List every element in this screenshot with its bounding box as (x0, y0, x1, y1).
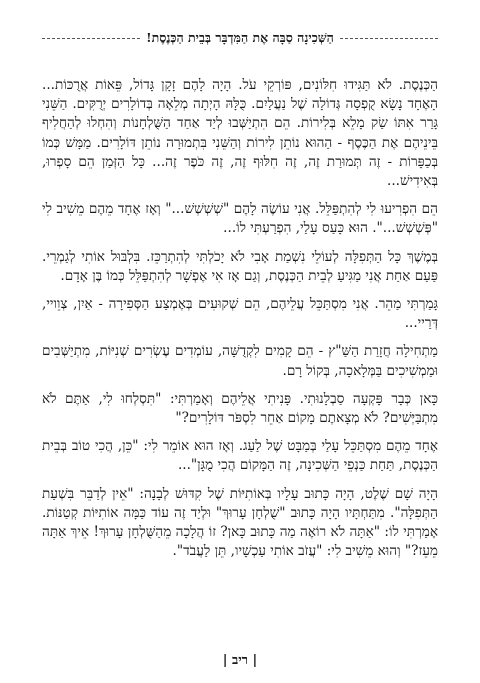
paragraph: בְּמֶשֶׁךְ כָּל הַתְּפִלָּה לְעוֹלֵי נִשְׁמַת אָבִי לֹא יָכֹלְתִּי לְהִתְרַכֵּז. בִּלְבּוּל אוֹתִי לְגַמְרֵי. פַּעַם אַחַת אֲנִי מַגִּיעַ לְבֵית הַכְּנֶסֶת, וְגַם אָז אִי אֶפְשָׁר לְהִתְפַּלֵּל כְּמוֹ בֶּן אָדָם. (42, 248, 438, 284)
header-title: הַשְּׁכִינָה סַבָּה אֶת הַמִּדְבָּר בְּבֵית הַכְּנֶסֶת! (146, 30, 334, 45)
paragraph: גָּמַרְתִּי מַהֵר. אֲנִי מִסְתַּכֵּל עֲלֵיהֶם, הֵם שְׁקוּעִים בְּאֶמְצַע הַסְּפִירָה - אַיִן, צְוֵויי, דְּרַיי... (42, 296, 438, 332)
paragraph: כָּאן כְּבָר פָּקְעָה סַבְלָנוּתִי. פָּנִיתִי אֲלֵיהֶם וְאָמַרְתִּי: "תִּסְלְחוּ לִי, אַתֶּם לֹא מִתְבַּיְּשִׁים? לֹא מְצָאתֶם מָקוֹם אַחֵר לִסְפֹּר דּוֹלָרִים?" (42, 390, 438, 427)
paragraph: הַכְּנֶסֶת. לֹא תַּגִּידוּ חִלּוֹנִים, פּוֹרְקֵי עֹל. הָיָה לָהֶם זָקָן גָּדוֹל, פֵּאוֹת אֲרֻכּוֹת... הָאֶחָד נָשָׂא קֻפְסָה גְּדוֹלָה שֶׁל נַעֲלַיִם. כֻּלָּהּ הָיְתָה מְלֵאָה בְּדוֹלָרִים יְרֻקִּים. הַשֵּׁנִי גָּרַר אִתּוֹ שַׂק מָלֵא בְּלִירוֹת. הֵם הִתְיַשְּׁבוּ לְיַד אַחַד הַשֻּׁלְחָנוֹת וְהִחְלוּ לְהַחֲלִיף בֵּינֵיהֶם אֶת הַכֶּסֶף - הַהוּא נוֹתֵן לִירוֹת וְהַשֵּׁנִי בִּתְמוּרָה נוֹתֵן דּוֹלָרִים. מַמָּשׁ כְּמוֹ בְּכַפָּרוֹת - זֶה תְּמוּרַת זֶה, זֶה חִלּוּף זֶה, זֶה כֹּפֶר זֶה... כָּל הַזְּמַן הֵם סָפְרוּ, בְּאִידִישׁ... (42, 77, 438, 190)
paragraph: מַתְחִילָה חֲזָרַת הַשַּׁ"ץ - הֵם קָמִים לִקְדֻשָּׁה, עוֹמְדִים עֶשְׂרִים שְׁנִיּוֹת, מִתְיַשְּׁבִים וּמַמְשִׁיכִים בַּמְּלָאכָה, בְּקוֹל רָם. (42, 343, 438, 379)
paragraph: הָיָה שָׁם שֶׁלֶט, הָיָה כָּתוּב עָלָיו בְּאוֹתִיּוֹת שֶׁל קִדּוּשׁ לְבָנָה: "אֵין לְדַבֵּר בִּשְׁעַת הַתְּפִלָּה". מִתַּחְתָּיו הָיָה כָּתוּב "שֻׁלְחָן עָרוּךְ" וּלְיַד זֶה עוֹד כַּמָּה אוֹתִיּוֹת קְטַנּוֹת. אָמַרְתִּי לוֹ: "אַתָּה לֹא רוֹאֶה מַה כָּתוּב כָּאן? זוֹ הֲלָכָה מֵהַשֻּׁלְחָן עָרוּךְ! אֵיךְ אַתָּה מֵעֵז?" וְהוּא מֵשִׁיב לִי: "עֲזֹב אוֹתִי עַכְשָׁיו, תֵּן לַעֲבֹד". (42, 485, 438, 560)
paragraph: הֵם הִפְרִיעוּ לִי לְהִתְפַּלֵּל. אֲנִי עוֹשֶׂה לָהֶם "שְׁשְׁשְׁשׁ..." וְאָז אֶחָד מֵהֶם מֵשִׁיב לִי "פְּשְׁשְׁשׁ...". הוּא כָּעַס עָלַי, הִפְרַעְתִּי לוֹ... (42, 201, 438, 237)
running-header (42, 30, 438, 46)
body-text (42, 76, 438, 561)
header-rule-right (340, 38, 438, 39)
paragraph: אֶחָד מֵהֶם מִסְתַּכֵּל עָלַי בְּמַבָּט שֶׁל לַעַג. וְאָז הוּא אוֹמֵר לִי: "כֵּן, הֲכִי טוֹב בְּבֵית הַכְּנֶסֶת, תַּחַת כַּנְפֵי הַשְּׁכִינָה, זֶה הַמָּקוֹם הֲכִי מֻגָּן"... (42, 438, 438, 474)
header-rule-left (42, 38, 140, 39)
page-number: | ריב | (222, 653, 258, 668)
page-content (42, 30, 438, 570)
